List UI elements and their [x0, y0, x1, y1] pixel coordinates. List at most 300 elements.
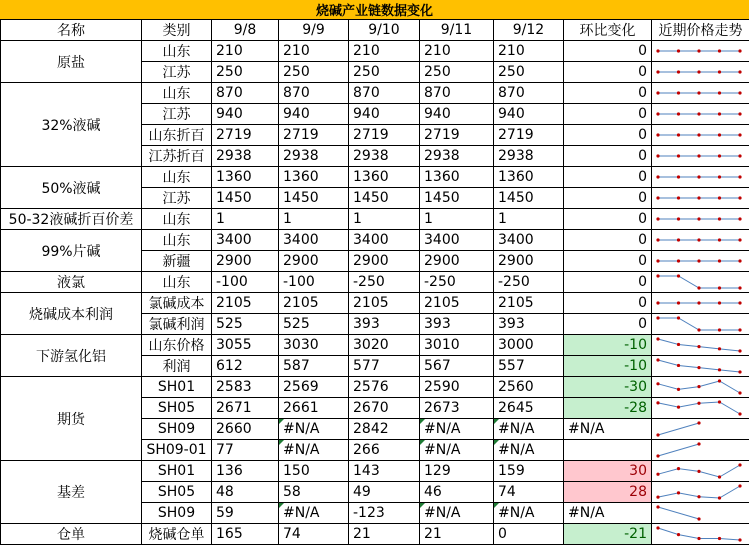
sparkline-point [697, 196, 700, 199]
value-cell[interactable]: 58 [279, 482, 349, 503]
value-cell[interactable]: 393 [420, 314, 494, 335]
value-cell[interactable]: -100 [212, 272, 279, 293]
value-cell[interactable]: 1360 [279, 167, 349, 188]
product-name-cell[interactable]: 下游氢化铝 [1, 335, 142, 377]
value-cell[interactable]: 1 [279, 209, 349, 230]
table-row [1, 209, 749, 230]
value-cell[interactable]: 2719 [212, 125, 279, 146]
value-cell[interactable]: 870 [212, 83, 279, 104]
sparkline-point [677, 175, 680, 178]
value-cell[interactable]: #N/A [279, 440, 349, 461]
sparkline-point [656, 505, 659, 508]
value-cell[interactable]: 49 [349, 482, 420, 503]
sparkline-chart [652, 419, 746, 439]
trend-cell[interactable] [652, 524, 749, 545]
sparkline-point [718, 112, 721, 115]
sparkline-point [697, 328, 700, 331]
sparkline-point [718, 154, 721, 157]
sparkline-point [738, 238, 741, 241]
value-cell[interactable]: 1360 [494, 167, 564, 188]
value-cell[interactable]: 2900 [349, 251, 420, 272]
sparkline-point [697, 517, 700, 520]
sparkline-chart [652, 461, 746, 481]
value-cell[interactable]: 2938 [279, 146, 349, 167]
value-cell[interactable]: 2900 [494, 251, 564, 272]
sparkline-point [738, 112, 741, 115]
change-cell[interactable]: 0 [564, 272, 652, 293]
change-cell[interactable]: #N/A [564, 503, 652, 524]
value-cell[interactable]: 46 [420, 482, 494, 503]
trend-cell[interactable] [652, 377, 749, 398]
value-cell[interactable]: 2900 [420, 251, 494, 272]
value-cell[interactable]: -100 [279, 272, 349, 293]
value-cell[interactable]: 1 [494, 209, 564, 230]
trend-cell[interactable] [652, 230, 749, 251]
change-cell[interactable]: 0 [564, 188, 652, 209]
sparkline-point [718, 238, 721, 241]
value-cell[interactable]: -250 [349, 272, 420, 293]
sparkline-point [697, 301, 700, 304]
sparkline-point [677, 274, 680, 277]
value-cell[interactable]: 393 [349, 314, 420, 335]
trend-cell[interactable] [652, 125, 749, 146]
value-cell[interactable]: 1 [420, 209, 494, 230]
value-cell[interactable]: 1360 [212, 167, 279, 188]
sparkline-point [656, 196, 659, 199]
product-name-cell[interactable]: 32%液碱 [1, 83, 142, 167]
sparkline-point [697, 385, 700, 388]
value-cell[interactable]: 3400 [420, 230, 494, 251]
product-name-cell[interactable]: 仓单 [1, 524, 142, 545]
change-cell[interactable]: 0 [564, 125, 652, 146]
value-cell[interactable]: 577 [349, 356, 420, 377]
value-cell[interactable]: 1450 [212, 188, 279, 209]
sparkline-point [677, 491, 680, 494]
category-cell[interactable]: 烧碱仓单 [142, 524, 212, 545]
sparkline-point [738, 301, 741, 304]
category-cell[interactable]: SH01 [142, 461, 212, 482]
value-cell[interactable]: 2645 [494, 398, 564, 419]
sparkline-chart [652, 314, 746, 334]
column-header[interactable]: 9/11 [420, 20, 494, 41]
change-cell[interactable]: 0 [564, 167, 652, 188]
value-cell[interactable]: #N/A [494, 503, 564, 524]
category-cell[interactable]: SH09 [142, 419, 212, 440]
sparkline-chart [652, 125, 746, 145]
value-cell[interactable]: 2590 [420, 377, 494, 398]
sparkline-point [677, 49, 680, 52]
table-row [1, 167, 749, 188]
trend-cell[interactable] [652, 104, 749, 125]
trend-cell[interactable] [652, 440, 749, 461]
value-cell[interactable]: -123 [349, 503, 420, 524]
value-cell[interactable]: #N/A [420, 440, 494, 461]
sparkline-point [656, 433, 659, 436]
category-cell[interactable]: SH05 [142, 398, 212, 419]
value-cell[interactable]: 3400 [349, 230, 420, 251]
column-header[interactable]: 9/9 [279, 20, 349, 41]
change-cell[interactable]: #N/A [564, 419, 652, 440]
category-cell[interactable]: 山东价格 [142, 335, 212, 356]
value-cell[interactable]: 2105 [494, 293, 564, 314]
header-row [1, 20, 749, 41]
sparkline-point [677, 343, 680, 346]
change-cell[interactable] [564, 440, 652, 461]
sparkline-point [718, 259, 721, 262]
value-cell[interactable]: 2671 [212, 398, 279, 419]
category-cell[interactable]: 山东 [142, 209, 212, 230]
sparkline-point [656, 238, 659, 241]
trend-cell[interactable] [652, 167, 749, 188]
change-cell[interactable]: 30 [564, 461, 652, 482]
change-cell[interactable]: 0 [564, 83, 652, 104]
value-cell[interactable]: 129 [420, 461, 494, 482]
sparkline-chart [652, 440, 746, 460]
column-header[interactable]: 环比变化 [564, 20, 652, 41]
value-cell[interactable]: 2560 [494, 377, 564, 398]
change-cell[interactable]: 0 [564, 251, 652, 272]
change-cell[interactable]: -10 [564, 356, 652, 377]
trend-cell[interactable] [652, 503, 749, 524]
value-cell[interactable]: 2576 [349, 377, 420, 398]
value-cell[interactable]: 210 [279, 41, 349, 62]
sparkline-point [677, 533, 680, 536]
value-cell[interactable]: 21 [349, 524, 420, 545]
sparkline-point [697, 495, 700, 498]
value-cell[interactable]: 2719 [494, 125, 564, 146]
category-cell[interactable]: 山东 [142, 272, 212, 293]
sparkline-point [718, 496, 721, 499]
value-cell[interactable]: 940 [279, 104, 349, 125]
value-cell[interactable]: 3000 [494, 335, 564, 356]
sparkline-point [697, 154, 700, 157]
product-name-cell[interactable]: 期货 [1, 377, 142, 461]
sparkline-point [656, 454, 659, 457]
sparkline-point [697, 238, 700, 241]
value-cell[interactable]: 2938 [494, 146, 564, 167]
value-cell[interactable]: 159 [494, 461, 564, 482]
change-cell[interactable]: -28 [564, 398, 652, 419]
sparkline-point [697, 470, 700, 473]
value-cell[interactable]: 2105 [349, 293, 420, 314]
value-cell[interactable]: #N/A [420, 419, 494, 440]
value-cell[interactable]: 250 [420, 62, 494, 83]
value-cell[interactable]: 2938 [420, 146, 494, 167]
value-cell[interactable]: 1450 [279, 188, 349, 209]
category-cell[interactable]: 氯碱利润 [142, 314, 212, 335]
sparkline-point [738, 463, 741, 466]
value-cell[interactable]: 48 [212, 482, 279, 503]
value-cell[interactable]: 250 [279, 62, 349, 83]
change-cell[interactable]: 28 [564, 482, 652, 503]
sparkline-point [738, 175, 741, 178]
sparkline-point [718, 70, 721, 73]
value-cell[interactable]: 210 [494, 41, 564, 62]
product-name-cell[interactable]: 基差 [1, 461, 142, 524]
sparkline-point [677, 133, 680, 136]
column-header[interactable]: 9/12 [494, 20, 564, 41]
sparkline-point [718, 196, 721, 199]
value-cell[interactable]: 2583 [212, 377, 279, 398]
category-cell[interactable]: SH09 [142, 503, 212, 524]
change-cell[interactable]: 0 [564, 62, 652, 83]
product-name-cell[interactable]: 原盐 [1, 41, 142, 83]
value-cell[interactable]: 74 [279, 524, 349, 545]
change-cell[interactable]: 0 [564, 209, 652, 230]
sparkline-point [697, 49, 700, 52]
category-cell[interactable]: 江苏 [142, 62, 212, 83]
table-row [1, 335, 749, 356]
value-cell[interactable]: 165 [212, 524, 279, 545]
trend-cell[interactable] [652, 209, 749, 230]
value-cell[interactable]: 1 [349, 209, 420, 230]
value-cell[interactable]: 1360 [349, 167, 420, 188]
sparkline-point [718, 475, 721, 478]
trend-cell[interactable] [652, 83, 749, 104]
value-cell[interactable]: 2938 [212, 146, 279, 167]
trend-cell[interactable] [652, 293, 749, 314]
value-cell[interactable]: 3400 [279, 230, 349, 251]
value-cell[interactable]: #N/A [420, 503, 494, 524]
value-cell[interactable]: 3055 [212, 335, 279, 356]
sparkline-point [656, 175, 659, 178]
value-cell[interactable]: 210 [212, 41, 279, 62]
value-cell[interactable]: #N/A [494, 440, 564, 461]
value-cell[interactable]: 1 [212, 209, 279, 230]
sparkline-point [677, 196, 680, 199]
value-cell[interactable]: 870 [349, 83, 420, 104]
change-cell[interactable]: 0 [564, 230, 652, 251]
sparkline-line [658, 444, 699, 456]
category-cell[interactable]: 山东 [142, 41, 212, 62]
column-header[interactable]: 类别 [142, 20, 212, 41]
value-cell[interactable]: 2569 [279, 377, 349, 398]
value-cell[interactable]: 940 [349, 104, 420, 125]
value-cell[interactable]: 525 [212, 314, 279, 335]
value-cell[interactable]: -250 [420, 272, 494, 293]
value-cell[interactable]: 3400 [494, 230, 564, 251]
value-cell[interactable]: 525 [279, 314, 349, 335]
trend-cell[interactable] [652, 41, 749, 62]
value-cell[interactable]: 3010 [420, 335, 494, 356]
product-name-cell[interactable]: 99%片碱 [1, 230, 142, 272]
value-cell[interactable]: 210 [349, 41, 420, 62]
sparkline-point [677, 238, 680, 241]
trend-cell[interactable] [652, 314, 749, 335]
column-header[interactable]: 9/8 [212, 20, 279, 41]
value-cell[interactable]: 59 [212, 503, 279, 524]
trend-cell[interactable] [652, 272, 749, 293]
category-cell[interactable]: 利润 [142, 356, 212, 377]
trend-cell[interactable] [652, 146, 749, 167]
value-cell[interactable]: 2719 [279, 125, 349, 146]
sparkline-point [697, 259, 700, 262]
category-cell[interactable]: 江苏 [142, 188, 212, 209]
change-cell[interactable]: 0 [564, 41, 652, 62]
sparkline-chart [652, 335, 746, 355]
value-cell[interactable]: 2105 [212, 293, 279, 314]
value-cell[interactable]: #N/A [279, 503, 349, 524]
sparkline-point [718, 368, 721, 371]
sparkline-point [677, 217, 680, 220]
sparkline-chart [652, 482, 746, 502]
value-cell[interactable]: 2105 [279, 293, 349, 314]
value-cell[interactable]: 136 [212, 461, 279, 482]
category-cell[interactable]: 氯碱成本 [142, 293, 212, 314]
change-cell[interactable]: 0 [564, 146, 652, 167]
trend-cell[interactable] [652, 62, 749, 83]
sparkline-point [656, 337, 659, 340]
sparkline-chart [652, 398, 746, 418]
sparkline-point [738, 133, 741, 136]
value-cell[interactable]: 870 [279, 83, 349, 104]
value-cell[interactable]: 210 [420, 41, 494, 62]
sparkline-point [718, 347, 721, 350]
value-cell[interactable]: 1450 [349, 188, 420, 209]
column-header[interactable]: 9/10 [349, 20, 420, 41]
value-cell[interactable]: 567 [420, 356, 494, 377]
value-cell[interactable]: 3030 [279, 335, 349, 356]
table-row [1, 293, 749, 314]
category-cell[interactable]: 山东 [142, 230, 212, 251]
value-cell[interactable]: 3020 [349, 335, 420, 356]
category-cell[interactable]: SH09-01 [142, 440, 212, 461]
sparkline-chart [652, 503, 746, 523]
value-cell[interactable]: 1450 [420, 188, 494, 209]
value-cell[interactable]: #N/A [279, 419, 349, 440]
value-cell[interactable]: 940 [212, 104, 279, 125]
value-cell[interactable]: 2938 [349, 146, 420, 167]
sparkline-point [738, 259, 741, 262]
sparkline-point [656, 217, 659, 220]
value-cell[interactable]: 150 [279, 461, 349, 482]
category-cell[interactable]: 山东 [142, 167, 212, 188]
sparkline-point [738, 49, 741, 52]
value-cell[interactable]: 587 [279, 356, 349, 377]
sparkline-point [738, 196, 741, 199]
value-cell[interactable]: 870 [420, 83, 494, 104]
value-cell[interactable]: 1450 [494, 188, 564, 209]
trend-cell[interactable] [652, 335, 749, 356]
value-cell[interactable]: #N/A [494, 419, 564, 440]
value-cell[interactable]: 3400 [212, 230, 279, 251]
value-cell[interactable]: 250 [494, 62, 564, 83]
sparkline-point [656, 49, 659, 52]
value-cell[interactable]: 0 [494, 524, 564, 545]
sparkline-point [677, 364, 680, 367]
value-cell[interactable]: 870 [494, 83, 564, 104]
category-cell[interactable]: 山东 [142, 83, 212, 104]
value-cell[interactable]: 612 [212, 356, 279, 377]
value-cell[interactable]: 2660 [212, 419, 279, 440]
value-cell[interactable]: 77 [212, 440, 279, 461]
product-name-cell[interactable]: 50-32液碱折百价差 [1, 209, 142, 230]
trend-cell[interactable] [652, 482, 749, 503]
sparkline-point [697, 91, 700, 94]
trend-cell[interactable] [652, 419, 749, 440]
change-cell[interactable]: -10 [564, 335, 652, 356]
value-cell[interactable]: 2719 [420, 125, 494, 146]
trend-cell[interactable] [652, 251, 749, 272]
sparkline-chart [652, 167, 746, 187]
sparkline-line [658, 507, 699, 519]
value-cell[interactable]: 2719 [349, 125, 420, 146]
value-cell[interactable]: 940 [494, 104, 564, 125]
value-cell[interactable]: 2842 [349, 419, 420, 440]
sparkline-point [718, 379, 721, 382]
value-cell[interactable]: 74 [494, 482, 564, 503]
sparkline-point [656, 259, 659, 262]
sparkline-point [738, 154, 741, 157]
value-cell[interactable]: 2661 [279, 398, 349, 419]
table-row [1, 524, 749, 545]
category-cell[interactable]: 山东折百 [142, 125, 212, 146]
value-cell[interactable]: 940 [420, 104, 494, 125]
category-cell[interactable]: 新疆 [142, 251, 212, 272]
value-cell[interactable]: 250 [212, 62, 279, 83]
change-cell[interactable]: -30 [564, 377, 652, 398]
value-cell[interactable]: 2900 [212, 251, 279, 272]
sparkline-point [677, 301, 680, 304]
sparkline-chart [652, 104, 746, 124]
sparkline-point [677, 70, 680, 73]
sparkline-point [697, 175, 700, 178]
category-cell[interactable]: SH01 [142, 377, 212, 398]
value-cell[interactable]: 250 [349, 62, 420, 83]
product-name-cell[interactable]: 液氯 [1, 272, 142, 293]
sparkline-point [718, 91, 721, 94]
trend-cell[interactable] [652, 188, 749, 209]
trend-cell[interactable] [652, 398, 749, 419]
value-cell[interactable]: 393 [494, 314, 564, 335]
sparkline-line [658, 360, 740, 372]
sparkline-point [656, 473, 659, 476]
sparkline-point [718, 49, 721, 52]
category-cell[interactable]: 江苏 [142, 104, 212, 125]
trend-cell[interactable] [652, 461, 749, 482]
column-header[interactable]: 近期价格走势 [652, 20, 749, 41]
change-cell[interactable]: 0 [564, 104, 652, 125]
change-cell[interactable]: 0 [564, 293, 652, 314]
category-cell[interactable]: SH05 [142, 482, 212, 503]
value-cell[interactable]: 2673 [420, 398, 494, 419]
sparkline-point [718, 537, 721, 540]
sparkline-point [656, 301, 659, 304]
value-cell[interactable]: 2670 [349, 398, 420, 419]
trend-cell[interactable] [652, 356, 749, 377]
sparkline-point [656, 316, 659, 319]
table-row [1, 272, 749, 293]
sparkline-chart [652, 377, 746, 397]
value-cell[interactable]: 2105 [420, 293, 494, 314]
value-cell[interactable]: -250 [494, 272, 564, 293]
sparkline-point [738, 370, 741, 373]
product-name-cell[interactable]: 50%液碱 [1, 167, 142, 209]
value-cell[interactable]: 557 [494, 356, 564, 377]
value-cell[interactable]: 21 [420, 524, 494, 545]
change-cell[interactable]: -21 [564, 524, 652, 545]
sparkline-point [656, 154, 659, 157]
product-name-cell[interactable]: 烧碱成本利润 [1, 293, 142, 335]
change-cell[interactable]: 0 [564, 314, 652, 335]
value-cell[interactable]: 2900 [279, 251, 349, 272]
value-cell[interactable]: 143 [349, 461, 420, 482]
value-cell[interactable]: 1360 [420, 167, 494, 188]
category-cell[interactable]: 江苏折百 [142, 146, 212, 167]
value-cell[interactable]: 266 [349, 440, 420, 461]
sparkline-point [697, 366, 700, 369]
column-header[interactable]: 名称 [1, 20, 142, 41]
